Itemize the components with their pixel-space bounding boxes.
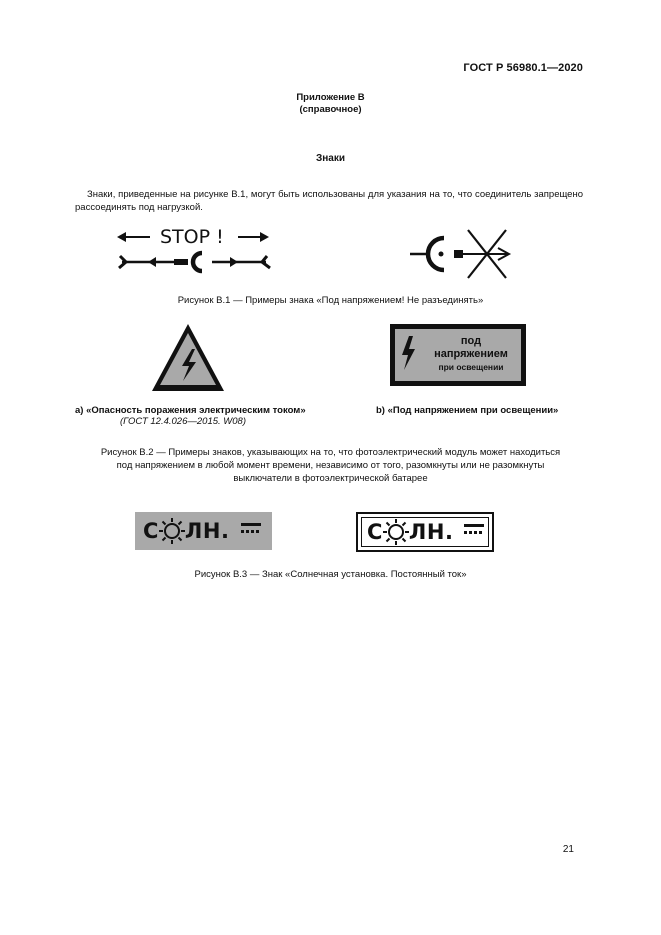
label-a (75, 405, 325, 427)
solar-sign-grey-text: ЛН. (184, 519, 230, 543)
solar-dc-sign-grey (135, 512, 272, 550)
figure-b2-caption-line-1: Рисунок В.2 — Примеры знаков, указывающих на то, что фотоэлектрический модуль может находиться (100, 447, 561, 458)
lightning-bolt-icon (399, 335, 417, 371)
section-title: Знаки (315, 153, 346, 164)
stop-sign-text: STOP ! (160, 226, 224, 248)
solar-dc-sign-outline (356, 512, 494, 552)
sign-b-line-3: при освещении (438, 362, 504, 372)
solar-sign-grey-letter: С (143, 519, 159, 543)
dc-symbol (241, 523, 261, 533)
lightning-triangle-icon (150, 322, 226, 394)
label-a-text: а) «Опасность поражения электрическим током» (75, 405, 306, 416)
solar-sign-outline-letter: С (367, 520, 383, 544)
no-disconnect-graphic (406, 224, 516, 282)
sun-icon (158, 517, 186, 545)
label-a-note: (ГОСТ 12.4.026—2015. W08) (120, 416, 246, 427)
document-code: ГОСТ Р 56980.1—2020 (463, 62, 583, 74)
sign-b-line-2: напряжением (434, 348, 508, 360)
annex-heading (0, 92, 661, 116)
annex-title: Приложение В (296, 92, 365, 103)
electric-hazard-sign (150, 322, 226, 394)
solar-sign-outline-text: ЛН. (408, 520, 454, 544)
figure-b2-caption-line-2: под напряжением в любой момент времени, независимо от того, разомкнуты или не разомкнуты (116, 460, 545, 471)
annex-subtitle: (справочное) (299, 104, 362, 115)
figure-b3-caption: Рисунок В.3 — Знак «Солнечная установка. Постоянный ток» (194, 569, 467, 580)
figure-b2-caption (0, 446, 661, 485)
sign-b-line-1: под (460, 335, 482, 347)
voltage-when-illuminated-sign (390, 324, 526, 386)
sign-b-text (423, 335, 519, 374)
page-number: 21 (562, 844, 574, 855)
dc-symbol (464, 524, 484, 534)
intro-paragraph: Знаки, приведенные на рисунке В.1, могут быть использованы для указания на то, что соединитель запрещено рассоединять под нагрузкой. (75, 189, 583, 213)
no-disconnect-sign (406, 224, 516, 282)
label-b: b) «Под напряжением при освещении» (376, 405, 559, 416)
figure-b1-caption: Рисунок В.1 — Примеры знака «Под напряжением! Не разъединять» (177, 295, 484, 306)
figure-b2-caption-line-3: выключатели в фотоэлектрической батарее (233, 473, 428, 484)
stop-sign (112, 226, 282, 274)
